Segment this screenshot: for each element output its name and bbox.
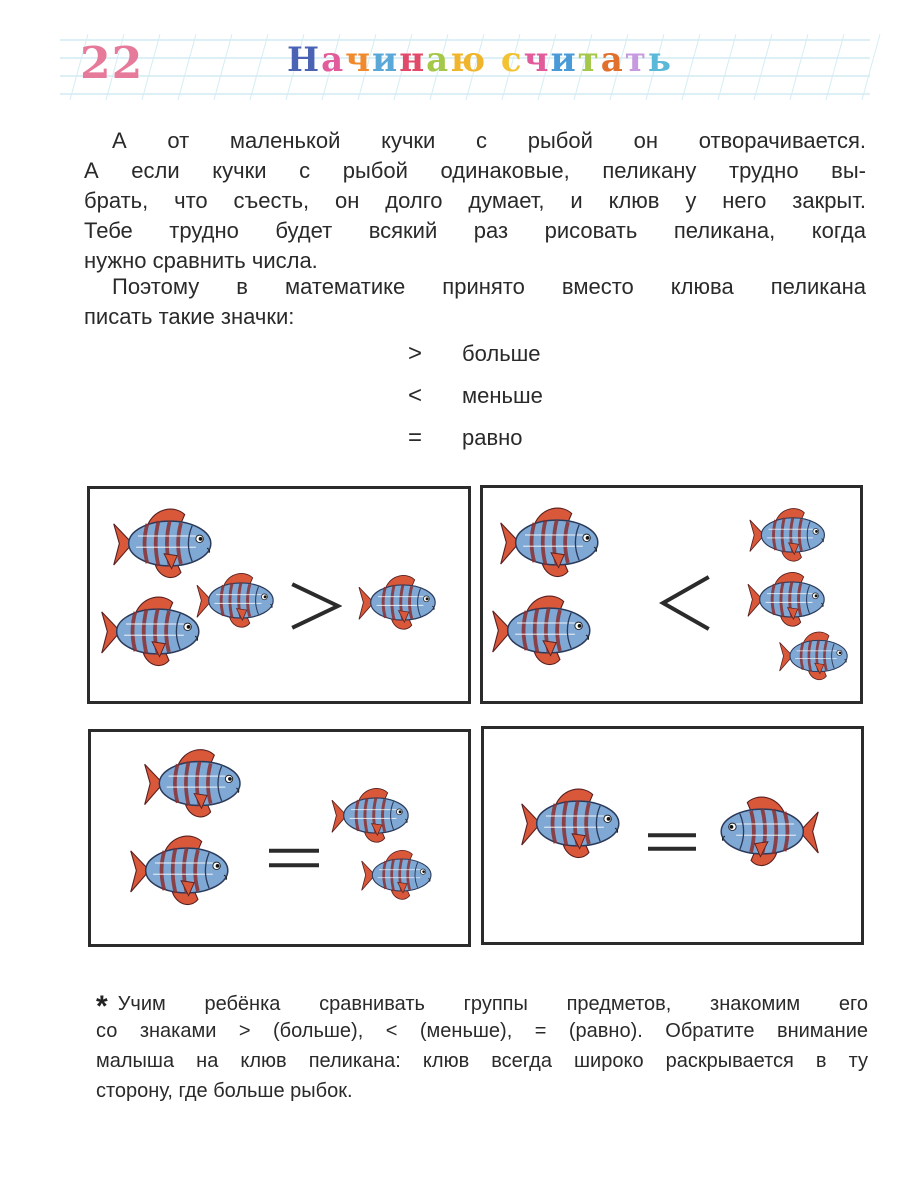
text-line: Поэтому в математике принято вместо клюва пеликана [112, 274, 866, 299]
fish-icon [329, 784, 417, 847]
fish-icon [127, 830, 239, 911]
title-letter: ч [345, 40, 373, 80]
sign-symbol: < [408, 382, 423, 409]
panel-equal-two [88, 729, 471, 947]
fish-icon [747, 504, 833, 566]
title-letter: и [550, 40, 578, 80]
title-letter: а [426, 40, 451, 80]
note-text: Учим ребёнка сравнивать группы предметов, знакомим его [117, 993, 868, 1015]
text-line: А если кучки с рыбой одинаковые, пеликану трудно вы- [84, 158, 866, 183]
title-letter: а [321, 40, 346, 80]
page-number: 22 [80, 38, 144, 89]
text-line: писать такие значки: [84, 304, 295, 329]
title-letter: а [600, 40, 625, 80]
parent-note [96, 986, 868, 1106]
panel-less [480, 485, 863, 704]
sign-row [408, 417, 543, 459]
note-line: малыша на клюв пеликана: клюв всегда широко раскрывается в ту [96, 1050, 868, 1072]
fish-icon [489, 590, 601, 671]
fish-icon [356, 571, 444, 634]
title-letter: с [500, 40, 524, 80]
text-line: брать, что съесть, он долго думает, и клюв у него закрыт. [84, 188, 866, 213]
title-letter: т [624, 40, 648, 80]
fish-icon [518, 783, 630, 864]
sign-label: равно [462, 425, 523, 450]
fish-icon [497, 502, 609, 583]
fish-icon [777, 628, 855, 684]
sign-row [408, 333, 543, 375]
text-line: А от маленькой кучки с рыбой он отворачивается. [112, 128, 866, 153]
greater-than-icon [290, 581, 342, 631]
note-line: сторону, где больше рыбок. [96, 1080, 353, 1102]
title-letter: т [577, 40, 601, 80]
equals-icon [269, 840, 319, 876]
sign-symbol: = [408, 424, 423, 451]
title-letter [487, 40, 501, 80]
sign-row [408, 375, 543, 417]
fish-icon [745, 568, 833, 631]
page-title [287, 40, 673, 80]
equals-icon [648, 825, 696, 859]
note-line: со знаками > (больше), < (меньше), = (равно). Обратите внимание [96, 1020, 868, 1042]
sign-label: меньше [462, 383, 543, 408]
fish-icon [141, 744, 251, 823]
sign-symbol: > [408, 340, 423, 367]
title-letter: н [399, 40, 427, 80]
note-line [96, 986, 868, 1023]
title-letter: ю [450, 40, 488, 80]
text-line: нужно сравнить числа. [84, 248, 318, 273]
comparison-signs-list [408, 333, 543, 459]
less-than-icon [659, 574, 711, 632]
panel-equal-one [481, 726, 864, 945]
fish-icon [710, 791, 822, 872]
sign-label: больше [462, 341, 541, 366]
panel-greater [87, 486, 471, 704]
fish-icon [359, 846, 439, 904]
title-letter: ч [523, 40, 551, 80]
title-letter: ь [647, 40, 673, 80]
title-letter: и [372, 40, 400, 80]
fish-icon [98, 591, 210, 672]
asterisk-icon: * [96, 990, 108, 1023]
paragraph-signs-intro [84, 272, 866, 332]
paragraph-pelican-explanation [84, 126, 866, 276]
title-letter: Н [287, 40, 322, 80]
text-line: Тебе трудно будет всякий раз рисовать пеликана, когда [84, 218, 866, 243]
